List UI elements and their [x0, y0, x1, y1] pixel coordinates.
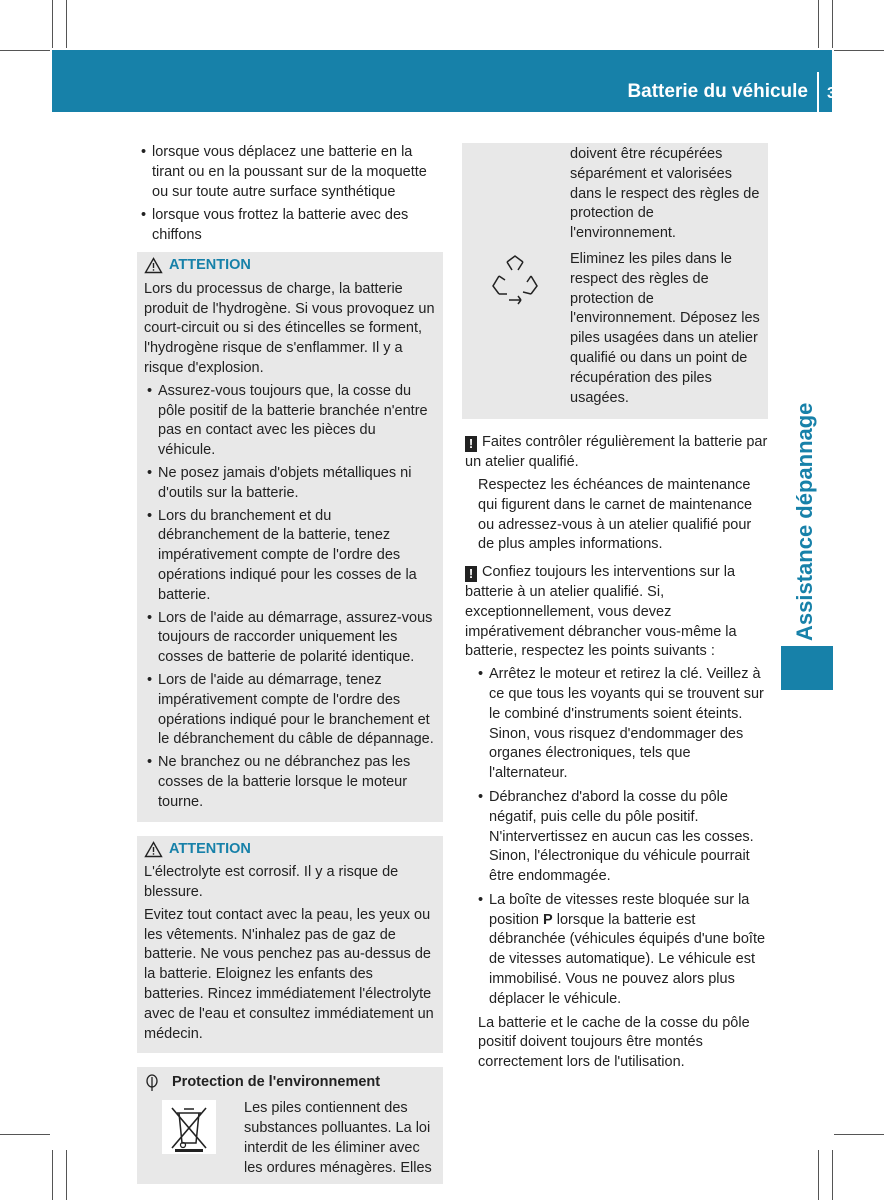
environment-icon-cell [144, 1099, 234, 1178]
crop-mark [52, 0, 53, 48]
note-block [462, 433, 768, 555]
list-item: • Lors du branchement et du débranchement de la batterie, tenez impérativement compte de l'ordre des opérations indiqué pour les cosses de la batterie. [144, 507, 436, 606]
environment-title: Protection de l'environnement [172, 1074, 381, 1091]
crop-mark [832, 0, 833, 48]
list-item: • lorsque vous frottez la batterie avec des chiffons [141, 206, 443, 246]
environment-icon-cell [470, 145, 560, 411]
note-paragraph: Respectez les échéances de maintenance qui figurent dans le carnet de maintenance ou adressez-vous à un atelier qualifié pour de plus amples informations. [478, 476, 753, 553]
header-divider [817, 72, 819, 112]
list-item: • lorsque vous déplacez une batterie en la tirant ou en la poussant sur de la moquette ou sur toute autre surface synthétique [141, 143, 443, 202]
list-item: • Débranchez d'abord la cosse du pôle négatif, puis celle du pôle positif. N'intervertissez en aucun cas les cosses. Sinon, l'électronique du véhicule pourrait être endommagée. [478, 788, 768, 887]
note-text-span: Confiez toujours les interventions sur la batterie à un atelier qualifié. Si, exceptionnellement, vous devez impérativement débrancher vous-même la batterie, respectez les points suivants : [465, 564, 737, 660]
environment-box-continued [462, 143, 768, 419]
note-block [462, 563, 768, 1073]
environment-text: Eliminez les piles dans le respect des règles de protection de l'environnement. Déposez les piles usagées dans un atelier qualifié ou dans un point de récupération des piles usagées. [570, 250, 760, 406]
right-column [462, 143, 768, 1076]
crop-mark [834, 50, 884, 51]
environment-heading [144, 1073, 436, 1093]
list-item: • Arrêtez le moteur et retirez la clé. Veillez à ce que tous les voyants qui se trouvent sur le combiné d'instruments soient éteints. Sinon, vous risquez d'endommager des organes électroniques, tels que l'alternateur. [478, 665, 768, 784]
gear-position-label: P [543, 911, 553, 928]
exclamation-icon: ! [465, 566, 477, 582]
warning-heading [144, 256, 436, 276]
note-paragraph: La batterie et le cache de la cosse du pôle positif doivent toujours être montés correctement lors de l'utilisation. [478, 1014, 750, 1071]
environment-text: Les piles contiennent des substances polluantes. La loi interdit de les éliminer avec les ordures ménagères. Elles [244, 1100, 432, 1176]
leaf-icon [144, 1074, 160, 1092]
environment-content [470, 145, 760, 411]
crop-mark [832, 1150, 833, 1200]
warning-text: L'électrolyte est corrosif. Il y a risque de blessure. [144, 864, 399, 901]
crossed-out-bin-icon [161, 1099, 217, 1155]
warning-triangle-icon [144, 257, 163, 274]
warning-box [137, 836, 443, 1054]
crop-mark [818, 1150, 819, 1200]
note-list [465, 665, 768, 1073]
warning-triangle-icon [144, 841, 163, 858]
page-title: Batterie du véhicule [627, 81, 808, 102]
environment-text: doivent être récupérées séparément et valorisées dans le respect des règles de protection de l'environnement. [570, 146, 760, 242]
crop-mark [66, 1150, 67, 1200]
warning-label: ATTENTION [169, 840, 251, 857]
list-item-text: lorsque la batterie est débranchée (véhicules équipés d'une boîte de vitesses automatique). Le véhicule est immobilisé. Vous ne pouvez alors plus déplacer le véhicule. [489, 911, 766, 1007]
warning-heading [144, 840, 436, 860]
list-item: • Ne posez jamais d'objets métalliques ni d'outils sur la batterie. [144, 464, 436, 504]
crop-mark [0, 1134, 50, 1135]
section-tab [781, 646, 833, 690]
warning-text: Evitez tout contact avec la peau, les yeux ou les vêtements. N'inhalez pas de gaz de batterie. Ne vous penchez pas au-dessus de la batterie. Eloignez les enfants des batteries. Rincez immédiatement l'électrolyte avec de l'eau et consultez immédiatement un médecin. [144, 906, 434, 1042]
note-text-span: Faites contrôler régulièrement la batterie par un atelier qualifié. [465, 434, 768, 471]
environment-content [144, 1099, 436, 1178]
list-item: • Ne branchez ou ne débranchez pas les cosses de la batterie lorsque le moteur tourne. [144, 753, 436, 812]
note-text [465, 563, 768, 662]
crop-mark [0, 50, 50, 51]
recycling-icon [487, 250, 543, 306]
list-item: • Lors de l'aide au démarrage, assurez-vous toujours de raccorder uniquement les cosses de batterie de polarité identique. [144, 609, 436, 668]
crop-mark [834, 1134, 884, 1135]
crop-mark [818, 0, 819, 48]
section-tab-label: Assistance dépannage [792, 402, 817, 641]
list-item [478, 891, 768, 1010]
note-text [465, 433, 768, 473]
exclamation-icon: ! [465, 436, 477, 452]
crop-mark [52, 1150, 53, 1200]
warning-text: Lors du processus de charge, la batterie produit de l'hydrogène. Si vous provoquez un court-circuit ou si des étincelles se forment, l'hydrogène risque de s'enflammer. Il y a risque d'explosion. [144, 280, 435, 376]
warning-box [137, 252, 443, 822]
page-number: 335 [827, 85, 854, 102]
warning-label: ATTENTION [169, 256, 251, 273]
page-header [52, 50, 854, 112]
environment-box [137, 1067, 443, 1184]
environment-text-wrap [570, 145, 760, 411]
left-column [141, 143, 443, 1184]
list-item: • Lors de l'aide au démarrage, tenez impérativement compte de l'ordre des opérations indiqué pour le branchement et le débranchement du câble de dépannage. [144, 671, 436, 750]
crop-mark [66, 0, 67, 48]
list-item-text: La boîte de vitesses reste bloquée sur la position [489, 891, 750, 928]
list-item: • Assurez-vous toujours que, la cosse du pôle positif de la batterie branchée n'entre pas en contact avec les pièces du véhicule. [144, 382, 436, 461]
